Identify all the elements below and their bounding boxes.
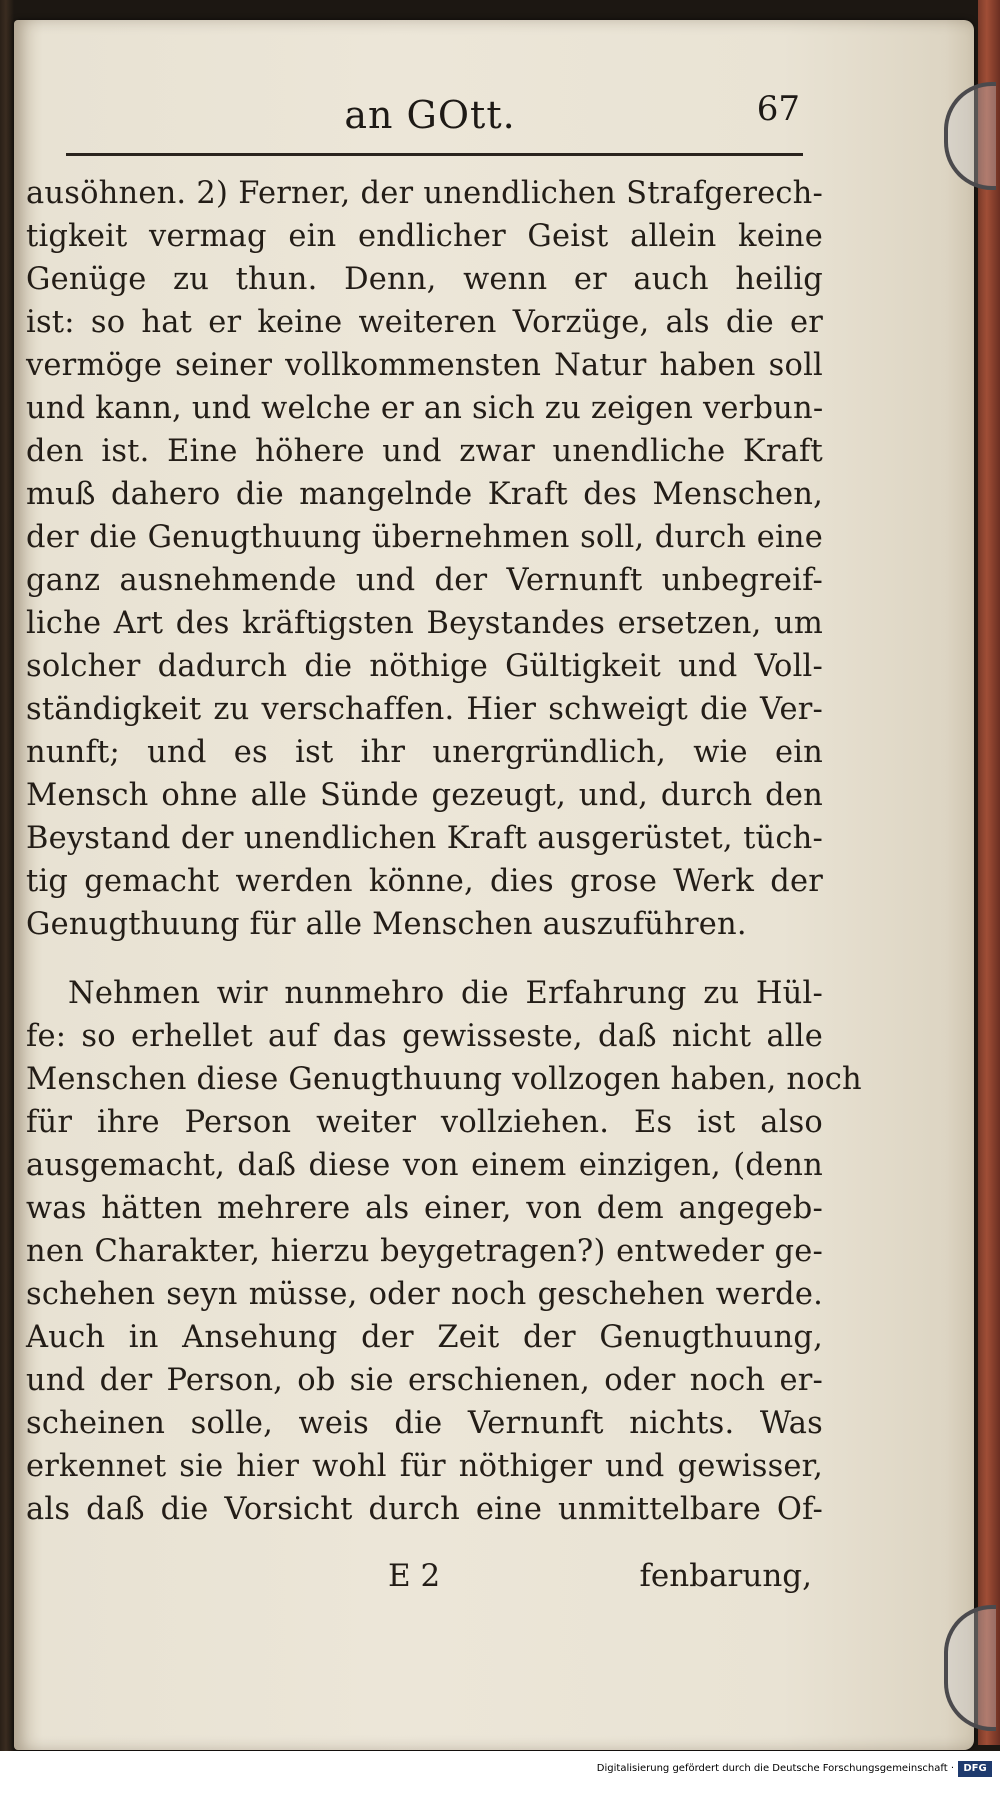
signature-mark: E 2 [388, 1558, 441, 1594]
text-line: den ist. Eine höhere und zwar unendliche Kraft [26, 434, 823, 469]
text-line: Menschen diese Genugthuung vollzogen haben, noch [26, 1062, 862, 1097]
paragraph-2 [26, 972, 862, 1531]
text-line: der die Genugthuung übernehmen soll, durch eine [26, 520, 823, 555]
text-line: tigkeit vermag ein endlicher Geist allein keine [26, 219, 823, 254]
text-line: ist: so hat er keine weiteren Vorzüge, als die er [26, 305, 823, 340]
text-line: als daß die Vorsicht durch eine unmittelbare Of- [26, 1492, 823, 1527]
text-line: für ihre Person weiter vollziehen. Es ist also [26, 1105, 823, 1140]
text-line: schehen seyn müsse, oder noch geschehen werde. [26, 1277, 823, 1312]
text-line: Beystand der unendlichen Kraft ausgerüstet, tüch- [26, 821, 823, 856]
running-head: an GOtt. [344, 93, 516, 137]
text-line: tig gemacht werden könne, dies grose Werk der [26, 864, 823, 899]
digitization-footer [0, 1751, 1000, 1793]
text-line: erkennet sie hier wohl für nöthiger und gewisser, [26, 1449, 823, 1484]
body-text [26, 172, 862, 1531]
catchword: fenbarung, [639, 1558, 812, 1594]
text-line: Nehmen wir nunmehro die Erfahrung zu Hül- [68, 976, 823, 1011]
text-line: ganz ausnehmende und der Vernunft unbegreif- [26, 563, 823, 598]
text-line: Genugthuung für alle Menschen auszuführen. [26, 907, 747, 942]
text-line: scheinen solle, weis die Vernunft nichts. Was [26, 1406, 823, 1441]
page-header [60, 85, 800, 145]
dfg-logo: DFG [958, 1761, 992, 1777]
text-line: nunft; und es ist ihr unergründlich, wie ein [26, 735, 823, 770]
header-rule [66, 153, 803, 156]
page-number: 67 [756, 89, 800, 129]
text-line: und kann, und welche er an sich zu zeigen verbun- [26, 391, 824, 426]
text-line: Auch in Ansehung der Zeit der Genugthuung, [26, 1320, 823, 1355]
text-line: ständigkeit zu verschaffen. Hier schweigt die Ver- [26, 692, 823, 727]
text-line: liche Art des kräftigsten Beystandes ersetzen, um [26, 606, 823, 641]
text-line: und der Person, ob sie erschienen, oder noch er- [26, 1363, 823, 1398]
text-line: Mensch ohne alle Sünde gezeugt, und, durch den [26, 778, 823, 813]
text-line: fe: so erhellet auf das gewisseste, daß nicht alle [26, 1019, 823, 1054]
paragraph-gap [26, 946, 823, 972]
text-line: ausgemacht, daß diese von einem einzigen, (denn [26, 1148, 823, 1183]
text-line: nen Charakter, hierzu beygetragen?) entweder ge- [26, 1234, 823, 1269]
book-edge [978, 0, 1000, 1745]
text-line: vermöge seiner vollkommensten Natur haben soll [26, 348, 823, 383]
text-line: Genüge zu thun. Denn, wenn er auch heilig [26, 262, 823, 297]
paragraph-1 [26, 172, 823, 946]
text-line: muß dahero die mangelnde Kraft des Menschen, [26, 477, 823, 512]
text-line: ausöhnen. 2) Ferner, der unendlichen Strafgerech- [26, 176, 823, 211]
funding-credit: Digitalisierung gefördert durch die Deutsche Forschungsgemeinschaft · [596, 1763, 954, 1774]
text-line: was hätten mehrere als einer, von dem angegeb- [26, 1191, 823, 1226]
text-line: solcher dadurch die nöthige Gültigkeit und Voll- [26, 649, 823, 684]
